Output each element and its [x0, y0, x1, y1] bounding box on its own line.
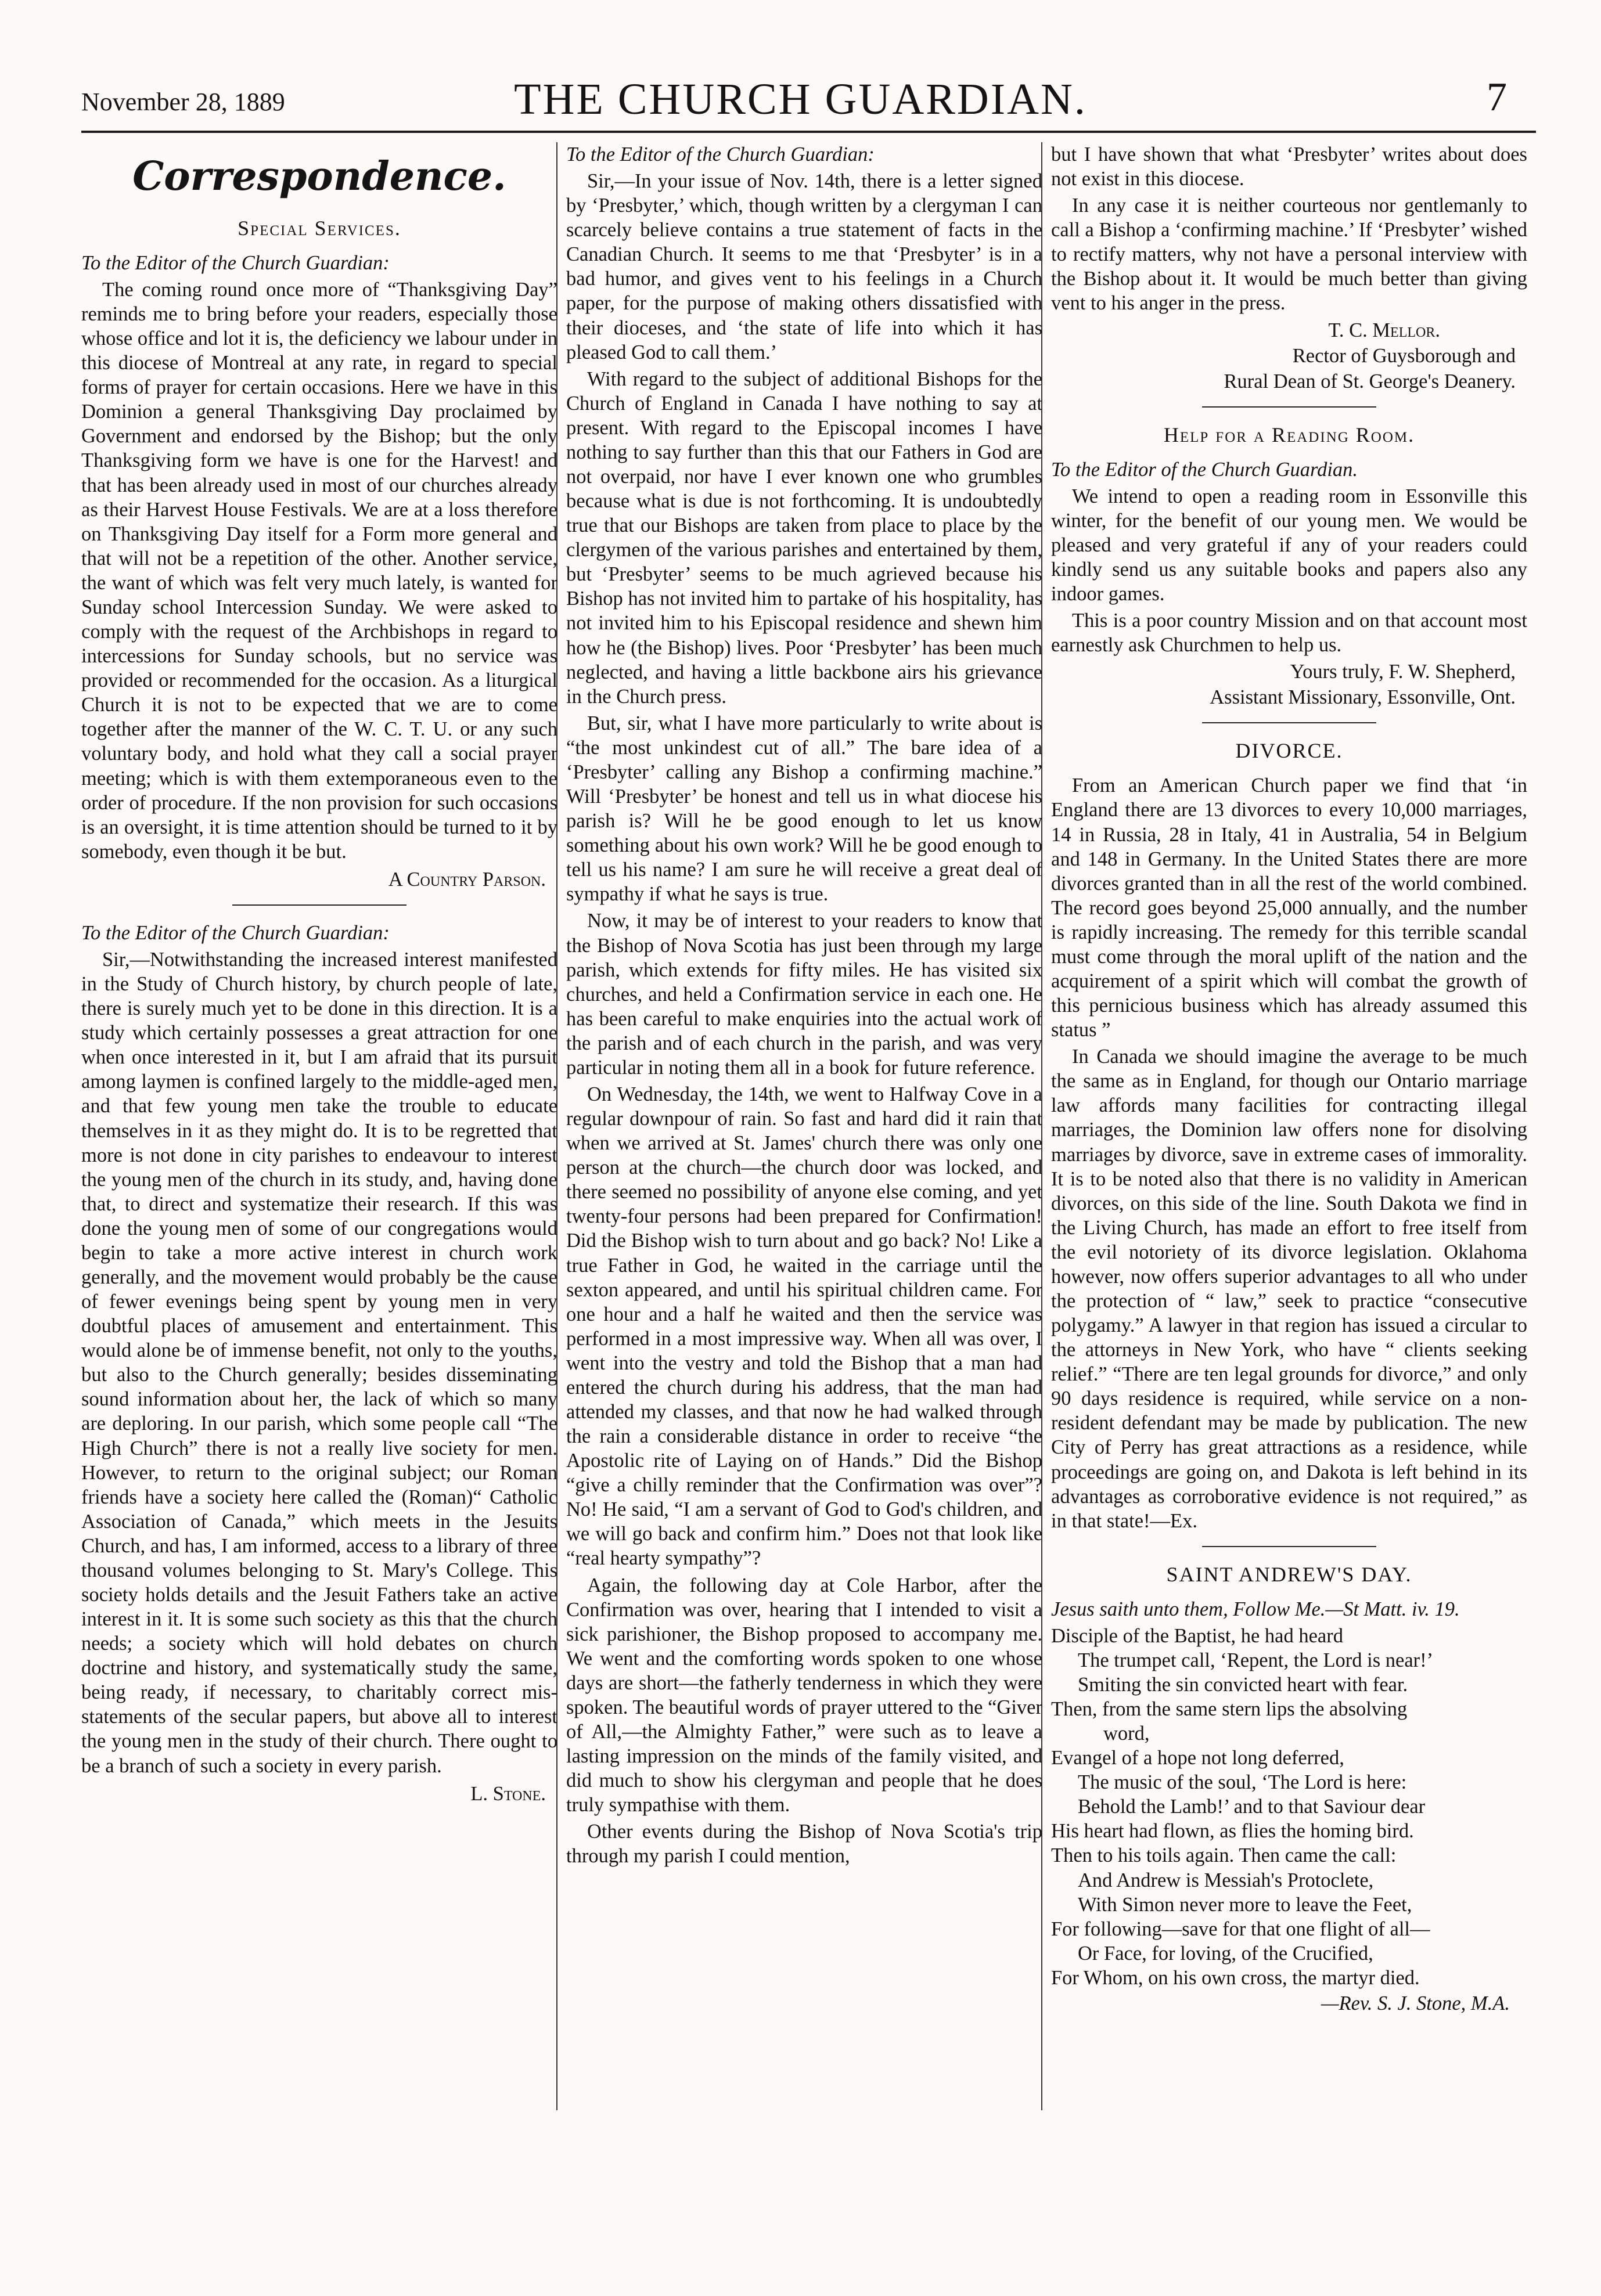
letter-signature: A Country Parson.	[388, 868, 546, 891]
section-title-correspondence: Correspondence.	[132, 153, 506, 200]
letter-body: This is a poor country Mission and on that account most earnestly ask Churchmen to help us.	[1051, 610, 1527, 657]
poem-epigraph: Jesus saith unto them, Follow Me.—St Matt. iv. 19.	[1051, 1598, 1460, 1620]
poem	[1051, 1624, 1527, 1990]
letter-signature: L. Stone.	[470, 1782, 546, 1805]
poem-line: The music of the soul, ‘The Lord is here:	[1078, 1771, 1407, 1794]
separator-rule	[232, 904, 406, 906]
column-3	[1051, 142, 1527, 2267]
separator-rule	[1202, 722, 1376, 723]
headline-special-services: Special Services.	[238, 216, 401, 240]
poem-line: Or Face, for loving, of the Crucified,	[1078, 1942, 1373, 1965]
article-body: In Canada we should imagine the average to be much the same as in England, for though our Ontario marriage law affords many facilities for contracting illegal marriages, the Dominion law offers none for disolving marriages by divorce, save in extreme cases of immorality. It is to be noted also that there is no validity in American divorces, on this side of the line. South Dakota we find in the Living Church, has made an effort to free itself from the evil notoriety of its divorce legislation. Oklahoma however, now offers superior advantages to all who under the protection of “ law,” seek to practice “consecutive polygamy.” A lawyer in that region has issued a circular to the attorneys in New York, who have “ clients seeking relief.” “There are ten legal grounds for divorce,” and only 90 days residence is required, while service on a non-resident defendant may be made by publication. The new City of Perry has great attractions as a residence, while proceedings are going on, and Dakota is left behind in its advantages as corroborative evidence is not required,” as in that state!—Ex.	[1051, 1046, 1527, 1532]
letter-body: Now, it may be of interest to your readers to know that the Bishop of Nova Scotia has just been through my large parish, which extends for fifty miles. He has visited six churches, and held a Confirmation service in each one. He has been careful to make enquiries into the actual work of the parish and of each church in the parish, and was very particular in noting them all in a book for future reference.	[566, 910, 1042, 1079]
poem-line: With Simon never more to leave the Feet,	[1078, 1893, 1412, 1916]
headline-reading-room: Help for a Reading Room.	[1163, 423, 1415, 446]
poem-line: Then to his toils again. Then came the call:	[1051, 1844, 1397, 1867]
poem-line: Disciple of the Baptist, he had heard	[1051, 1624, 1343, 1647]
poem-line: The trumpet call, ‘Repent, the Lord is near!’	[1078, 1649, 1434, 1671]
letter-body: In any case it is neither courteous nor gentlemanly to call a Bishop a ‘confirming machine.’ If ‘Presbyter’ wished to rectify matters, why not have a personal interview with the Bishop about it. It would be much better than giving vent to his anger in the press.	[1051, 194, 1527, 315]
poem-line: Behold the Lamb!’ and to that Saviour dear	[1078, 1796, 1426, 1818]
letter-body: But, sir, what I have more particularly to write about is “the most unkindest cut of all.” The bare idea of a ‘Presbyter’ calling any Bishop a confirming machine.” Will ‘Presbyter’ be honest and tell us in what diocese his parish is? Will he be good enough to let us know something about his own work? Will he be good enough to tell us his name? I am sure he will receive a great deal of sympathy if what he says is true.	[566, 712, 1042, 906]
letter-signature: T. C. Mellor.	[1328, 319, 1440, 341]
issue-date: November 28, 1889	[81, 88, 285, 116]
letter-body: We intend to open a reading room in Essonville this winter, for the benefit of our young men. We would be pleased and very grateful if any of your readers could kindly send us any suitable books and papers also any indoor games.	[1051, 485, 1527, 605]
masthead	[0, 0, 1601, 125]
letter-address: To the Editor of the Church Guardian.	[1051, 458, 1358, 481]
separator-rule	[1202, 406, 1376, 408]
letter-body: Sir,—Notwithstanding the increased interest manifested in the Study of Church history, by church people of late, there is surely much yet to be done in this direction. It is a study which certainly possesses a great attraction for one when once interested in it, but I am afraid that its pursuit among laymen is confined largely to the middle-aged men, and that few young men take the trouble to educate themselves in it as they might do. It is to be regretted that more is not done in city parishes to endeavour to interest the young men of the church in its study, and, having done that, to direct and systematize their research. If this was done the young men of some of our congregations would begin to take a more active interest in church work generally, and the movement would probably be the cause of fewer evenings being spent by young men in very doubtful places of amusement and entertainment. This would alone be of immense benefit, not only to the youths, but also to the Church generally; besides disseminating sound information about her, the lack of which so many are deploring. In our parish, which some people call “The High Church” there is not a really live society for men. However, to return to the original subject; our Roman friends have a society here called the (Roman)“ Catholic Association of Canada,” which meets in the Jesuits Church, and has, I am informed, access to a library of three thousand volumes belonging to St. Mary's College. This society holds details and the Jesuit Fathers take an active interest in it. It is some such society as this that the church needs; a society which will hold debates on church doctrine and history, and systematically study the same, being ready, if necessary, to charitably correct mis-statements of the secular papers, but above all to interest the young men in the study of their church. There ought to be a branch of such a society in every parish.	[81, 948, 557, 1777]
column-2	[566, 142, 1042, 2267]
poem-line: word,	[1103, 1722, 1150, 1745]
poem-line: Smiting the sin convicted heart with fear.	[1078, 1673, 1408, 1696]
page-number: 7	[1487, 75, 1507, 120]
poem-line: Evangel of a hope not long deferred,	[1051, 1747, 1344, 1769]
letter-signature-title: Assistant Missionary, Essonville, Ont.	[1210, 686, 1516, 709]
letter-signature-title: Rector of Guysborough and	[1292, 344, 1516, 367]
letter-body: With regard to the subject of additional Bishops for the Church of England in Canada I have nothing to say at present. With regard to the Episcopal incomes I have nothing to say further than this that our Fathers in God are not overpaid, nor have I ever known one who grumbles because what is due is not forthcoming. It is undoubtedly true that our Bishops are taken from place to place by the clergymen of the various parishes and entertained by them, but ‘Presbyter’ seems to be much agrieved because his Bishop has not invited him to partake of his hospitality, has not invited him to his Episcopal residence and shewn him how he (the Bishop) lives. Poor ‘Presbyter’ has been much neglected, and having a little backbone airs his grievance in the Church press.	[566, 367, 1042, 708]
article-body: From an American Church paper we find that ‘in England there are 13 divorces to every 10,000 marriages, 14 in Russia, 28 in Italy, 41 in Australia, 54 in Belgium and 148 in Germany. In the United States there are more divorces granted than in all the rest of the world combined. The record goes beyond 25,000 annually, and the number is rapidly increasing. The remedy for this terrible scandal must come through the moral uplift of the nation and the acquirement of a spirit which will combat the growth of this pernicious business which has already assumed this status ”	[1051, 774, 1527, 1041]
letter-body: The coming round once more of “Thanksgiving Day” reminds me to bring before your readers, especially those whose office and lot it is, the deficiency we labour under in this diocese of Montreal at any rate, in regard to special forms of prayer for certain occasions. Here we have in this Dominion a general Thanksgiving Day proclaimed by Government and endorsed by the Bishop; but the only Thanksgiving form we have is one for the Harvest! and that has been already used in most of our churches already as their Harvest House Festivals. We are at a loss therefore on Thanksgiving Day itself for a Form more general and that will not be a repetition of the other. Another service, the want of which was felt very much lately, is wanted for Sunday school Intercession Sunday. We were asked to comply with the request of the Archbishops in regard to intercessions for Sunday schools, but no service was provided or recommended for the occasion. As a liturgical Church it is not to be expected that we are to come together after the manner of the W. C. T. U. or any such voluntary body, and hold what they call a social prayer meeting; which is with them extemporaneous even to the order of procedure. If the non provision for such occasions is an oversight, it is time attention should be turned to it by somebody, even though it be but.	[81, 278, 557, 863]
letter-body: Sir,—In your issue of Nov. 14th, there is a letter signed by ‘Presbyter,’ which, though written by a clergyman I can scarcely believe contains a true statement of facts in the Canadian Church. It seems to me that ‘Presbyter’ is in a bad humor, and gives vent to his feelings in a Church paper, for the purpose of making others dissatisfied with their dioceses, and ‘the state of life into which it has pleased God to call them.’	[566, 170, 1042, 363]
letter-address: To the Editor of the Church Guardian:	[81, 921, 390, 944]
letter-body: but I have shown that what ‘Presbyter’ writes about does not exist in this diocese.	[1051, 143, 1527, 190]
letter-signature-title: Rural Dean of St. George's Deanery.	[1224, 370, 1516, 392]
letter-body: On Wednesday, the 14th, we went to Halfway Cove in a regular downpour of rain. So fast and hard did it rain that when we arrived at St. James' church there was only one person at the church—the church door was locked, and there seemed no possibility of anyone else coming, and yet twenty-four persons had been prepared for Confirmation! Did the Bishop wish to turn about and go back? No! Like a true Father in God, he waited in the carriage until the sexton appeared, and until his spiritual children came. For one hour and a half he waited and then the service was performed in a most impressive way. When all was over, I went into the vestry and told the Bishop that a man had entered the church during his address, that the man had attended my classes, and that now he had walked through the rain a considerable distance in order to receive “the Apostolic rite of Laying on of Hands.” Did the Bishop “give a chilly reminder that the Confirmation was over”? No! He said, “I am a servant of God to God's children, and we will go back and confirm him.” Does not that look like “real hearty sympathy”?	[566, 1083, 1042, 1570]
separator-rule	[1202, 1546, 1376, 1547]
poem-line: Then, from the same stern lips the absolving	[1051, 1698, 1408, 1721]
column-1	[81, 142, 557, 2267]
poem-line: For Whom, on his own cross, the martyr died.	[1051, 1966, 1420, 1989]
poem-attribution: —Rev. S. J. Stone, M.A.	[1321, 1992, 1510, 2014]
headline-divorce: DIVORCE.	[1235, 739, 1343, 763]
letter-address: To the Editor of the Church Guardian:	[81, 251, 390, 274]
letter-body: Other events during the Bishop of Nova Scotia's trip through my parish I could mention,	[566, 1821, 1042, 1868]
letter-signature: Yours truly, F. W. Shepherd,	[1290, 661, 1516, 683]
poem-line: And Andrew is Messiah's Protoclete,	[1078, 1869, 1374, 1891]
poem-line: His heart had flown, as flies the homing bird.	[1051, 1820, 1414, 1843]
headline-saint-andrews-day: SAINT ANDREW'S DAY.	[1166, 1562, 1412, 1586]
newspaper-title: THE CHURCH GUARDIAN.	[514, 75, 1087, 124]
poem-line: For following—save for that one flight of all—	[1051, 1917, 1430, 1940]
letter-body: Again, the following day at Cole Harbor, after the Confirmation was over, hearing that I intended to visit a sick parishioner, the Bishop proposed to accompany me. We went and the comforting words spoken to one whose days are short—the fatherly tenderness in which they were spoken. The beautiful words of prayer uttered to the “Giver of All,—the Almighty Father,” were such as to leave a lasting impression on the minds of the family visited, and did much to show his clergyman and people that he does truly sympathise with them.	[566, 1574, 1042, 1816]
masthead-rule	[81, 131, 1536, 133]
letter-address: To the Editor of the Church Guardian:	[566, 143, 875, 165]
